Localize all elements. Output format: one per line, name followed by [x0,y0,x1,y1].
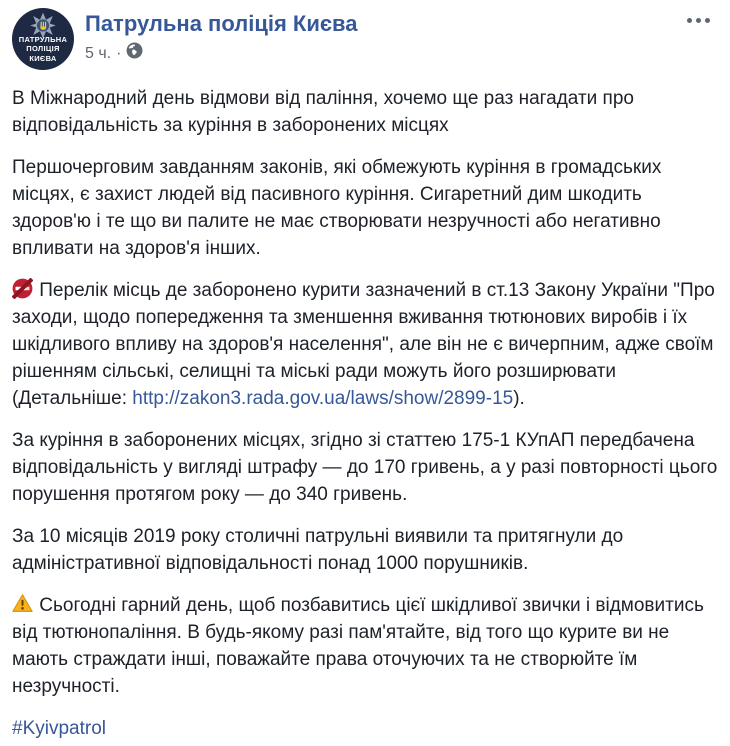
meta-separator: · [116,44,122,62]
avatar-caption-line: ПОЛІЦІЯ [26,44,60,53]
post-paragraph: Сьогодні гарний день, щоб позбавитись цієї шкідливої звички і відмовитись від тютюнопаління. В будь-якому разі пам'ятайте, від того що курите ви не мають страждати інші, поважайте права оточуючих та не створюйте їм незручності. [12,595,704,697]
timestamp-link[interactable]: 5 ч. [85,44,112,62]
post-meta [85,42,357,64]
avatar-caption-line: КИЄВА [29,53,57,63]
post-paragraph: За куріння в заборонених місцях, згідно зі статтею 175-1 КУпАП передбачена відповідальність у вигляді штрафу — до 170 гривень, а у разі повторності цього порушення протягом року — до 340 гривень. [12,430,718,505]
globe-icon [126,42,143,64]
avatar-caption [12,35,74,64]
post-menu-button[interactable] [681,12,716,29]
header-text [85,8,357,64]
no-smoking-emoji [12,278,33,299]
post-paragraph: Перелік місць де заборонено курити зазначений в ст.13 Закону України "Про заходи, щодо попередження та зменшення вживання тютюнових виробів і їх шкідливого впливу на здоров'я населення", але він не є вичерпним, адже своїм рішенням сільські, селищні та міські ради можуть його розширювати (Детальніше: http://zakon3.rada.gov.ua/laws/show/2899-15). [12,277,718,412]
post-paragraph [12,715,718,742]
avatar-caption-line: ПАТРУЛЬНА [18,34,68,44]
page-name-link[interactable]: Патрульна поліція Києва [85,11,358,36]
post-paragraph: Першочерговим завданням законів, які обмежують куріння в громадських місцях, є захист людей від пасивного куріння. Сигаретний дим шкодить здоров'ю і те що ви палите не має створювати незручності або негативно впливати на здоров'я інших. [12,157,662,259]
post-paragraph: В Міжнародний день відмови від паління, хочемо ще раз нагадати про відповідальність за куріння в заборонених місцях [12,88,634,136]
post-link[interactable]: http://zakon3.rada.gov.ua/laws/show/2899-15 [132,388,514,409]
post-body [12,70,718,742]
warning-emoji [12,593,33,614]
post-header [12,8,718,70]
hashtag-link[interactable]: #Kyivpatrol [12,718,106,739]
ellipsis-icon [687,18,710,23]
post-paragraph: За 10 місяців 2019 року столичні патрульні виявили та притягнули до адміністративної відповідальності понад 1000 порушників. [12,526,624,574]
avatar[interactable] [12,8,74,70]
